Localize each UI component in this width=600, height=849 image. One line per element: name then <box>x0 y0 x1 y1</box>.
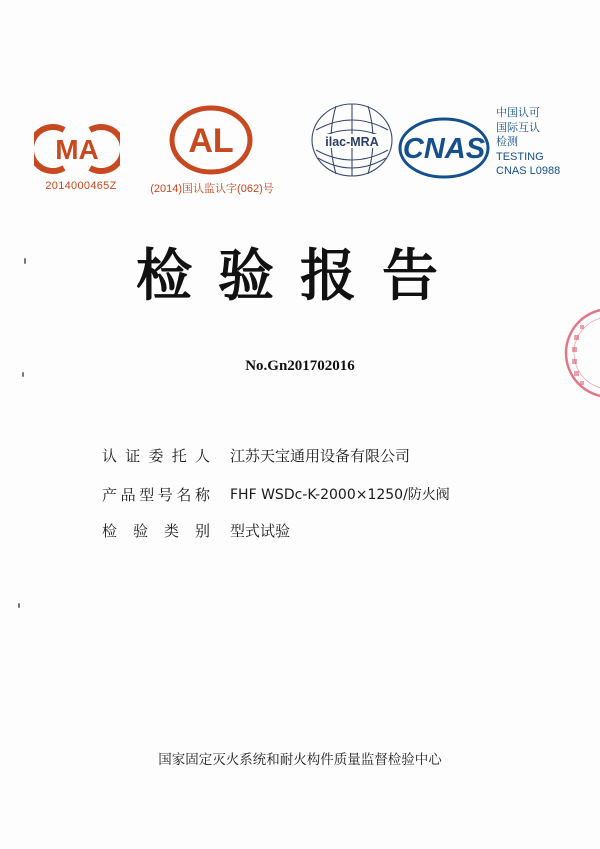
field-label-char: 型 <box>139 486 155 504</box>
field-label <box>102 445 210 466</box>
scan-speck <box>22 372 24 377</box>
ilac-mark: ilac-MRA <box>325 135 379 149</box>
field-label <box>102 484 210 505</box>
official-seal <box>562 305 600 401</box>
field-label-char: 号 <box>157 486 173 504</box>
field-value: 型式试验 <box>230 522 291 540</box>
field-label <box>102 520 210 541</box>
field-label-char: 品 <box>120 486 136 504</box>
cnas-caption-line: 检测 <box>496 136 518 148</box>
field-label-char: 验 <box>132 522 148 540</box>
document-title: 检验报告 <box>136 244 464 309</box>
cnas-caption-line: 国际互认 <box>496 121 540 134</box>
scan-speck <box>24 258 26 264</box>
cnas-caption-line: CNAS L0988 <box>496 165 561 177</box>
field-label-char: 名 <box>176 486 192 504</box>
field-label-char: 托 <box>171 447 187 465</box>
issuing-organization: 国家固定灭火系统和耐火构件质量监督检验中心 <box>158 752 442 768</box>
field-label-char: 称 <box>194 486 210 504</box>
report-number: No.Gn201702016 <box>245 358 355 374</box>
cal-logo <box>168 104 254 176</box>
cal-approval-text: (2014)国认监认字(062)号 <box>150 183 274 195</box>
field-label-char: 类 <box>163 522 179 540</box>
field-label-char: 委 <box>148 447 164 465</box>
cnas-caption <box>496 106 596 179</box>
cma-logo <box>34 122 120 176</box>
cma-mark: MA <box>55 134 99 165</box>
field-label-char: 证 <box>125 447 141 465</box>
cnas-logo <box>398 116 490 180</box>
field-value: 江苏天宝通用设备有限公司 <box>230 447 411 465</box>
cma-number: 2014000465Z <box>45 180 117 192</box>
cnas-caption-line: 中国认可 <box>496 107 540 119</box>
cnas-mark: CNAS <box>402 133 486 165</box>
cnas-caption-line: TESTING <box>496 150 544 163</box>
field-label-char: 人 <box>194 447 210 465</box>
ilac-mra-logo <box>306 100 398 186</box>
field-label-char: 认 <box>102 447 118 465</box>
field-label-char: 产 <box>102 486 118 504</box>
field-label-char: 检 <box>102 522 118 540</box>
scan-speck <box>18 603 20 608</box>
field-label-char: 别 <box>194 522 210 540</box>
cal-mark: AL <box>188 122 234 160</box>
field-value: FHF WSDc-K-2000×1250/防火阀 <box>230 487 450 503</box>
